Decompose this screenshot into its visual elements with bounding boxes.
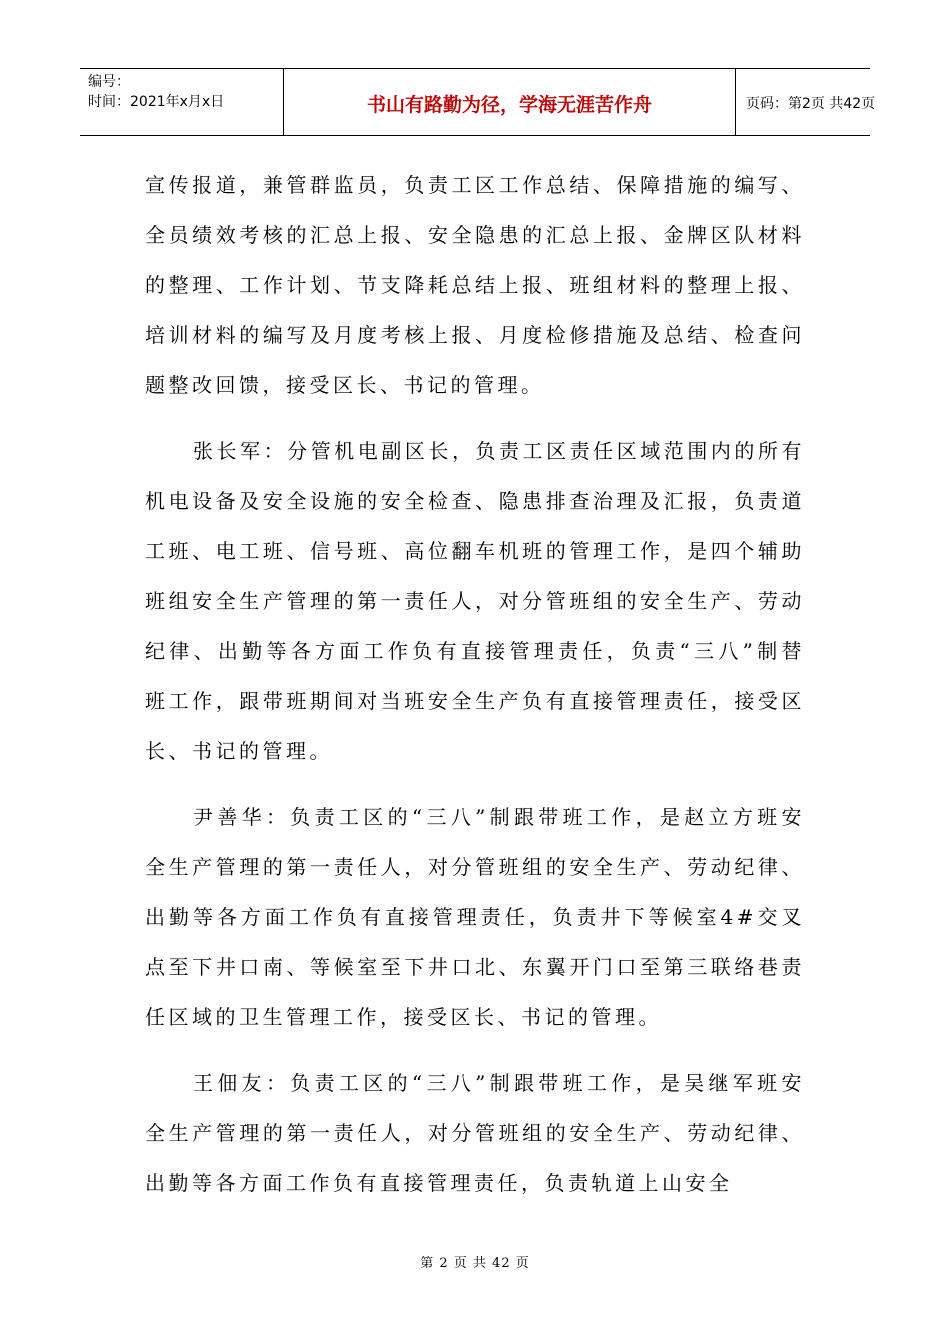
paragraph-continuation: 宣传报道，兼管群监员，负责工区工作总结、保障措施的编写、全员绩效考核的汇总上报、安全隐患的汇总上报、金牌区队材料的整理、工作计划、节支降耗总结上报、班组材料的整理上报、培训材料的编写及月度考核上报、月度检修措施及总结、检查问题整改回馈，接受区长、书记的管理。 [145,173,805,397]
paragraph-zhang-changjun: 张长军：分管机电副区长，负责工区责任区域范围内的所有机电设备及安全设施的安全检查、隐患排查治理及汇报，负责道工班、电工班、信号班、高位翻车机班的管理工作，是四个辅助班组安全生产管理的第一责任人，对分管班组的安全生产、劳动纪律、出勤等各方面工作负有直接管理责任，负责“三八”制替班工作，跟带班期间对当班安全生产负有直接管理责任，接受区长、书记的管理。 [145,439,805,763]
header-meta-cell [80,69,284,135]
header-page-cell [736,69,876,135]
header-page-code: 页码：第2页 共42页 [746,96,876,112]
document-body [145,160,805,1224]
paragraph-yin-shanhua: 尹善华：负责工区的“三八”制跟带班工作，是赵立方班安全生产管理的第一责任人，对分管班组的安全生产、劳动纪律、出勤等各方面工作负有直接管理责任，负责井下等候室4#交叉点至下井口南、等候室至下井口北、东翼开门口至第三联络巷责任区域的卫生管理工作，接受区长、书记的管理。 [145,805,805,1029]
header-motto-cell [284,69,736,135]
document-code-label: 编号： [88,74,130,90]
header-motto: 书山有路勤为径，学海无涯苦作舟 [366,94,652,116]
page-header [80,68,876,136]
paragraph-wang-dianyou: 王佃友：负责工区的“三八”制跟带班工作，是吴继军班安全生产管理的第一责任人，对分管班组的安全生产、劳动纪律、出勤等各方面工作负有直接管理责任，负责轨道上山安全 [145,1071,805,1195]
page-footer: 第 2 页 共 42 页 [420,1256,530,1271]
document-date-label: 时间：2021年x月x日 [88,94,225,110]
